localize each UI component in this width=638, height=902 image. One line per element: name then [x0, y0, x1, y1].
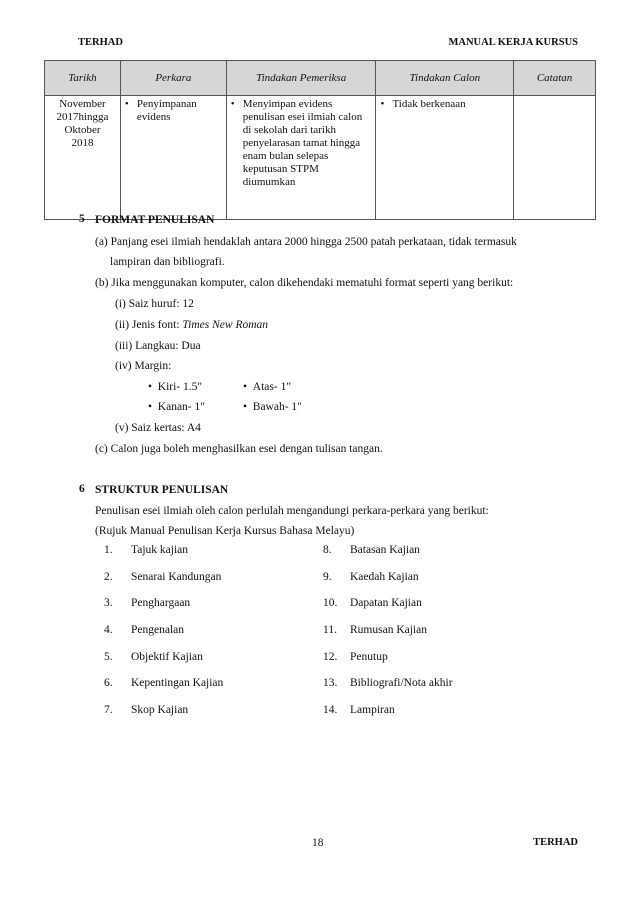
footer-classification: TERHAD: [533, 837, 578, 848]
list-item-number: 3.: [104, 597, 113, 609]
format-item-ii: [115, 318, 268, 332]
list-item: Kepentingan Kajian: [131, 677, 224, 689]
list-item: Penghargaan: [131, 597, 191, 609]
margin-item: [243, 380, 291, 394]
section-intro: Penulisan esei ilmiah oleh calon perlulah mengandungi perkara-perkara yang berikut:: [95, 505, 489, 517]
section-number: 6: [79, 483, 85, 495]
list-item: Pengenalan: [131, 624, 185, 636]
list-item: Bibliografi/Nota akhir: [350, 677, 453, 689]
list-item-number: 9.: [323, 571, 332, 583]
list-item: Tajuk kajian: [131, 544, 188, 556]
margin-kiri: Kiri- 1.5": [157, 381, 203, 393]
date-line: November: [59, 98, 106, 110]
list-item: Lampiran: [350, 704, 395, 716]
header-classification: TERHAD: [78, 37, 123, 48]
list-item-number: 7.: [104, 704, 113, 716]
col-header-catatan: Catatan: [514, 61, 596, 96]
table-header-row: [45, 61, 596, 96]
margin-bawah: Bawah- 1": [252, 401, 302, 413]
paragraph-a-line2: lampiran dan bibliografi.: [110, 256, 225, 268]
bullet-icon: •: [380, 98, 385, 110]
paragraph-b: (b) Jika menggunakan komputer, calon dikehendaki mematuhi format seperti yang berikut:: [95, 277, 514, 289]
list-item-number: 6.: [104, 677, 113, 689]
margin-item: [243, 400, 302, 414]
header-title: MANUAL KERJA KURSUS: [448, 37, 578, 48]
margin-item: [148, 400, 205, 414]
bullet-icon: •: [148, 401, 158, 413]
col-header-tindakan-pemeriksa: Tindakan Pemeriksa: [226, 61, 376, 96]
list-item-number: 12.: [323, 651, 338, 663]
table-row: [45, 96, 596, 220]
bullet-icon: •: [148, 381, 158, 393]
list-item-number: 11.: [323, 624, 337, 636]
list-item-number: 1.: [104, 544, 113, 556]
list-item: Penutup: [350, 651, 388, 663]
list-item: Kaedah Kajian: [350, 571, 419, 583]
section-number: 5: [79, 213, 85, 225]
bullet-icon: •: [230, 98, 235, 110]
list-item: Rumusan Kajian: [350, 624, 427, 636]
format-item-iv: (iv) Margin:: [115, 360, 172, 372]
col-header-perkara: Perkara: [120, 61, 226, 96]
list-item-number: 13.: [323, 677, 338, 689]
bullet-icon: •: [243, 381, 253, 393]
evidence-table: [44, 60, 596, 220]
list-item: Batasan Kajian: [350, 544, 420, 556]
list-item-number: 10.: [323, 597, 338, 609]
list-item: Dapatan Kajian: [350, 597, 422, 609]
cell-perkara: [120, 96, 226, 220]
list-item-number: 5.: [104, 651, 113, 663]
section-title: STRUKTUR PENULISAN: [95, 484, 229, 496]
col-header-tindakan-calon: Tindakan Calon: [376, 61, 514, 96]
format-item-iii: (iii) Langkau: Dua: [115, 340, 201, 352]
margin-atas: Atas- 1": [252, 381, 292, 393]
list-item: Skop Kajian: [131, 704, 189, 716]
bullet-icon: •: [243, 401, 253, 413]
col-header-tarikh: Tarikh: [45, 61, 121, 96]
pemeriksa-text: Menyimpan evidens penulisan esei ilmiah calon di sekolah dari tarikh penyelarasan tamat hingga enam bulan selepas keputusan STPM diumumkan: [242, 98, 363, 188]
cell-tindakan-pemeriksa: [226, 96, 376, 220]
list-item-number: 8.: [323, 544, 332, 556]
bullet-icon: •: [124, 98, 129, 110]
format-item-i: (i) Saiz huruf: 12: [115, 298, 194, 310]
list-item-number: 14.: [323, 704, 338, 716]
format-item-ii-label: (ii) Jenis font:: [115, 319, 183, 331]
section-title: FORMAT PENULISAN: [95, 214, 215, 226]
calon-text: Tidak berkenaan: [392, 98, 466, 110]
cell-tindakan-calon: [376, 96, 514, 220]
paragraph-a-line1: (a) Panjang esei ilmiah hendaklah antara 2000 hingga 2500 patah perkataan, tidak termasuk: [95, 236, 517, 248]
list-item-number: 4.: [104, 624, 113, 636]
page-number: 18: [312, 837, 324, 849]
date-line: 2017hingga: [56, 111, 109, 123]
list-item: Senarai Kandungan: [131, 571, 222, 583]
perkara-text: Penyimpanan evidens: [136, 98, 197, 123]
list-item: Objektif Kajian: [131, 651, 203, 663]
list-item-number: 2.: [104, 571, 113, 583]
section-reference: (Rujuk Manual Penulisan Kerja Kursus Bahasa Melayu): [95, 525, 355, 537]
cell-catatan: [514, 96, 596, 220]
date-line: Oktober: [64, 124, 101, 136]
margin-kanan: Kanan- 1": [157, 401, 205, 413]
cell-tarikh: [45, 96, 121, 220]
format-item-v: (v) Saiz kertas: A4: [115, 422, 201, 434]
date-line: 2018: [71, 137, 94, 149]
margin-item: [148, 380, 202, 394]
paragraph-c: (c) Calon juga boleh menghasilkan esei dengan tulisan tangan.: [95, 443, 383, 455]
font-name: Times New Roman: [182, 319, 269, 331]
